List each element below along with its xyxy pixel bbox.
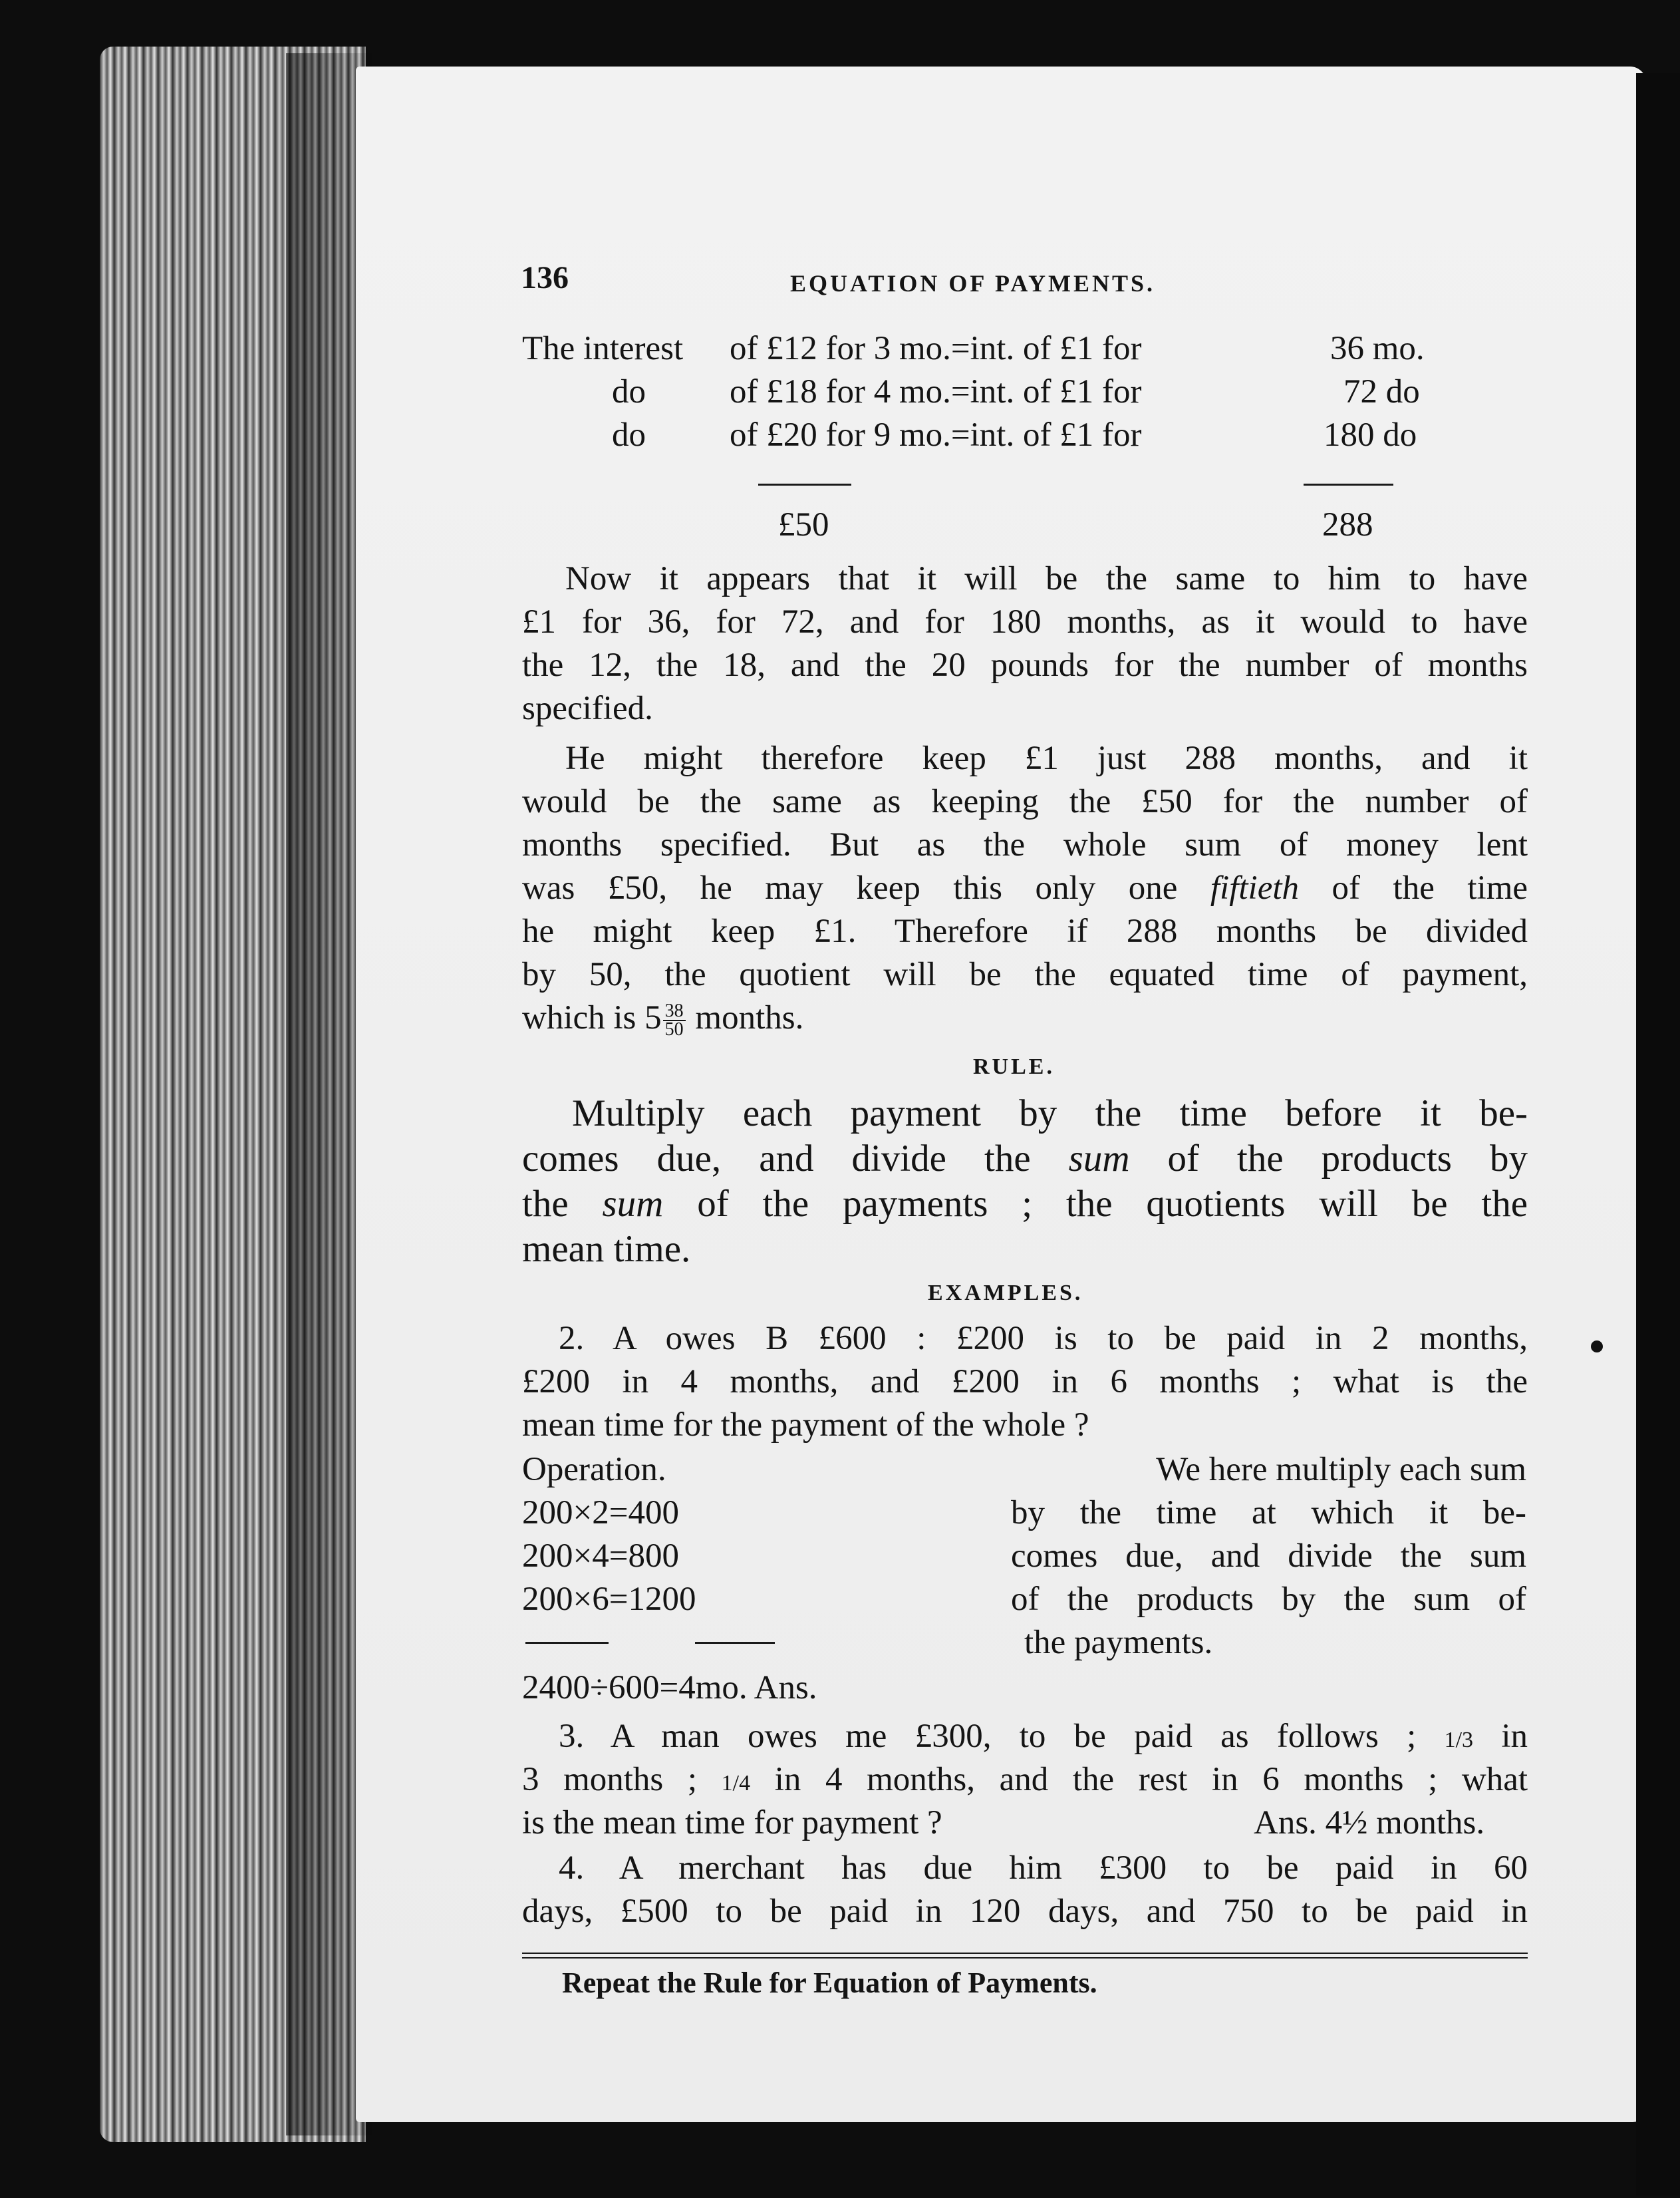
text-line: which is 5 $\frac{38}{50}$ months. [522, 999, 804, 1040]
total-right: 288 [1322, 506, 1373, 544]
text-line: days, £500 to be paid in 120 days, and 750 to be paid in [522, 1893, 1528, 1930]
text-line: 4. A merchant has due him £300 to be paid in 60 [559, 1849, 1528, 1887]
table-row: do [612, 416, 646, 454]
table-row: 180 do [1324, 416, 1417, 454]
text-line: mean time for the payment of the whole ? [522, 1406, 1089, 1444]
text-line: by 50, the quotient will be the equated time of payment, [522, 956, 1528, 993]
footer-rule [522, 1957, 1528, 1959]
text-line: he might keep £1. Therefore if 288 months be divided [522, 913, 1528, 950]
fraction: $\frac{38}{50}$ [663, 1003, 686, 1038]
rule-heading: RULE. [973, 1054, 1055, 1079]
table-row: 36 mo. [1330, 330, 1425, 367]
operation-sum-rule [525, 1642, 609, 1644]
table-row: do [612, 373, 646, 410]
operation-row: 200×2=400 [522, 1494, 680, 1531]
text-line: 3. A man owes me £300, to be paid as follows ; 1/3 in [559, 1718, 1528, 1755]
text-line: Multiply each payment by the time before it be- [572, 1092, 1528, 1134]
text-line: by the time at which it be- [1011, 1494, 1526, 1531]
review-question: Repeat the Rule for Equation of Payments. [562, 1966, 1097, 1999]
operation-row: 200×6=1200 [522, 1581, 696, 1618]
operation-result: 2400÷600=4mo. Ans. [522, 1669, 817, 1706]
fraction: 1/3 [1444, 1728, 1474, 1752]
text-line: £1 for 36, for 72, and for 180 months, as it would to have [522, 603, 1528, 641]
text-line: of the products by the sum of [1011, 1581, 1526, 1618]
ink-spot [1591, 1340, 1603, 1352]
text-line: £200 in 4 months, and £200 in 6 months ; what is the [522, 1363, 1528, 1400]
table-row: of £12 for 3 mo.=int. of £1 for [730, 330, 1142, 367]
text-line: months specified. But as the whole sum of money lent [522, 826, 1528, 864]
text-line: is the mean time for payment ? [522, 1804, 942, 1841]
text-line: would be the same as keeping the £50 for the number of [522, 783, 1528, 820]
footer-rule [522, 1953, 1528, 1954]
text-line: comes due, and divide the sum of the products by [522, 1138, 1528, 1179]
table-row: The interest [522, 330, 684, 367]
sum-rule-right [1304, 484, 1393, 486]
text-line: comes due, and divide the sum [1011, 1537, 1526, 1575]
emphasis-fiftieth: fiftieth [1210, 869, 1300, 907]
running-title: EQUATION OF PAYMENTS. [790, 270, 1156, 297]
text-line: Now it appears that it will be the same to him to have [565, 560, 1528, 597]
operation-sum-rule [695, 1642, 775, 1644]
text-line: He might therefore keep £1 just 288 months, and it [565, 740, 1528, 777]
text-line: was £50, he may keep this only one fiftieth of the time [522, 869, 1528, 907]
operation-row: 200×4=800 [522, 1537, 680, 1575]
operation-label: Operation. [522, 1451, 666, 1488]
text-line: mean time. [522, 1228, 691, 1270]
sum-rule-left [758, 484, 851, 486]
table-row: 72 do [1343, 373, 1420, 410]
text-line: the payments. [1024, 1624, 1213, 1661]
text-line: the 12, the 18, and the 20 pounds for the number of months [522, 647, 1528, 684]
examples-heading: EXAMPLES. [928, 1281, 1083, 1305]
table-row: of £18 for 4 mo.=int. of £1 for [730, 373, 1142, 410]
table-row: of £20 for 9 mo.=int. of £1 for [730, 416, 1142, 454]
text-line: We here multiply each sum [1156, 1451, 1526, 1488]
answer: Ans. 4½ months. [1254, 1804, 1485, 1841]
scan-border [1636, 73, 1680, 2195]
text-line: 2. A owes B £600 : £200 is to be paid in 2 months, [559, 1320, 1528, 1357]
text-line: the sum of the payments ; the quotients will be the [522, 1183, 1528, 1225]
page-number: 136 [521, 260, 569, 295]
fraction: 1/4 [721, 1771, 751, 1796]
total-left: £50 [778, 506, 829, 544]
text-line: specified. [522, 690, 653, 727]
text-line: 3 months ; 1/4 in 4 months, and the rest in 6 months ; what [522, 1761, 1528, 1798]
